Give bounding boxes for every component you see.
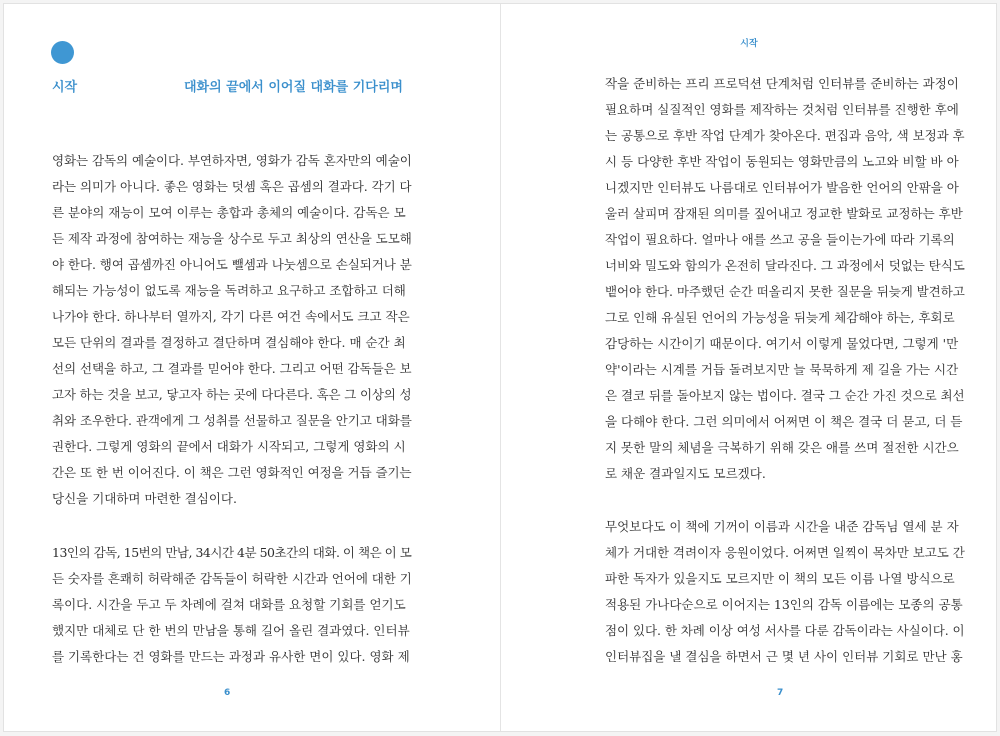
text-line: 든 제작 과정에 참여하는 재능을 상수로 두고 최상의 연산을 도모해 [52,231,412,246]
text-line: 파한 독자가 있을지도 모르지만 이 책의 모든 이름 나열 방식으로 [605,571,955,586]
running-head: 시작 [740,39,758,49]
chapter-label: 시작 [52,80,78,95]
text-line: 그로 인해 유실된 언어의 가능성을 뒤늦게 체감해야 하는, 후회로 [605,310,955,325]
text-line: 뱉어야 한다. 마주했던 순간 떠올리지 못한 질문을 뒤늦게 발견하고 [605,284,965,299]
chapter-dot-icon [51,41,74,64]
text-line: 고자 하는 것을 보고, 닿고자 하는 곳에 다다른다. 혹은 그 이상의 성 [52,387,412,402]
text-line: 작을 준비하는 프리 프로덕션 단계처럼 인터뷰를 준비하는 과정이 [605,76,959,91]
right-page [501,4,997,731]
text-line: 을 다해야 한다. 그런 의미에서 어쩌면 이 책은 결국 더 묻고, 더 듣 [605,414,963,429]
book-spread [3,3,997,732]
text-line: 권한다. 그렇게 영화의 끝에서 대화가 시작되고, 그렇게 영화의 시 [52,439,406,454]
paragraph [605,514,965,670]
text-line: 야 한다. 행여 곱셈까진 아니어도 뺄셈과 나눗셈으로 손실되거나 분 [52,257,412,272]
text-line: 모든 단위의 결과를 결정하고 결단하며 결심해야 한다. 매 순간 최 [52,335,406,350]
paragraph [605,71,965,487]
chapter-title: 대화의 끝에서 이어질 대화를 기다리며 [183,80,403,95]
text-line: 라는 의미가 아니다. 좋은 영화는 덧셈 혹은 곱셈의 결과다. 각기 다 [52,179,412,194]
text-line: 니겠지만 인터뷰도 나름대로 인터뷰어가 발음한 언어의 안팎을 아 [605,180,959,195]
text-line: 나가야 한다. 하나부터 열까지, 각기 다른 여건 속에서도 크고 작은 [52,309,410,324]
text-line: 점이 있다. 한 차례 이상 여성 서사를 다룬 감독이라는 사실이다. 이 [605,623,965,638]
text-line: 작업이 필요하다. 얼마나 애를 쓰고 공을 들이는가에 따라 기록의 [605,232,955,247]
text-line: 해되는 가능성이 없도록 재능을 독려하고 요구하고 조합하고 더해 [52,283,406,298]
text-line: 로 채운 결과일지도 모르겠다. [605,466,766,481]
text-line: 록이다. 시간을 두고 두 차례에 걸쳐 대화를 요청할 기회를 얻기도 [52,597,406,612]
text-line: 영화는 감독의 예술이다. 부연하자면, 영화가 감독 혼자만의 예술이 [52,153,412,168]
text-line: 은 결코 뒤를 돌아보지 않는 법이다. 결국 그 순간 가진 것으로 최선 [605,388,965,403]
text-line: 지 못한 말의 체념을 극복하기 위해 갖은 애를 쓰며 절전한 시간으 [605,440,959,455]
text-line: 적용된 가나다순으로 이어지는 13인의 감독 이름에는 모종의 공통 [605,597,963,612]
text-line: 인터뷰집을 낼 결심을 하면서 근 몇 년 사이 인터뷰 기회로 만난 홍 [605,649,963,664]
paragraph [52,148,412,512]
text-line: 약'이라는 시계를 거듭 돌려보지만 늘 묵묵하게 제 길을 가는 시간 [605,362,959,377]
paragraph [52,540,412,670]
text-line: 당신을 기대하며 마련한 결심이다. [52,491,237,506]
text-line: 체가 거대한 격려이자 응원이었다. 어쩌면 일찍이 목차만 보고도 간 [605,545,965,560]
text-line: 필요하며 실질적인 영화를 제작하는 것처럼 인터뷰를 진행한 후에 [605,102,959,117]
text-line: 간은 또 한 번 이어진다. 이 책은 그런 영화적인 여정을 거듭 즐기는 [52,465,412,480]
text-line: 든 숫자를 흔쾌히 허락해준 감독들이 허락한 시간과 언어에 대한 기 [52,571,412,586]
page-number: 6 [224,688,231,698]
text-line: 감당하는 시간이기 때문이다. 여기서 이렇게 물었다면, 그렇게 '만 [605,336,959,351]
text-line: 취와 조우한다. 관객에게 그 성취를 선물하고 질문을 안기고 대화를 [52,413,412,428]
text-line: 했지만 대체로 단 한 번의 만남을 통해 길어 올린 결과였다. 인터뷰 [52,623,410,638]
left-page [4,4,501,731]
text-line: 너비와 밀도와 함의가 온전히 달라진다. 그 과정에서 덧없는 탄식도 [605,258,965,273]
text-line: 는 공통으로 후반 작업 단계가 찾아온다. 편집과 음악, 색 보정과 후 [605,128,965,143]
text-line: 른 분야의 재능이 모여 이루는 총합과 총체의 예술이다. 감독은 모 [52,205,406,220]
text-line: 울러 살피며 잠재된 의미를 짚어내고 정교한 발화로 교정하는 후반 [605,206,963,221]
text-line: 선의 선택을 하고, 그 결과를 믿어야 한다. 그리고 어떤 감독들은 보 [52,361,412,376]
text-line: 13인의 감독, 15번의 만남, 34시간 4분 50초간의 대화. 이 책은 이 모 [52,545,412,560]
text-line: 를 기록한다는 건 영화를 만드는 과정과 유사한 면이 있다. 영화 제 [52,649,410,664]
text-line: 무엇보다도 이 책에 기꺼이 이름과 시간을 내준 감독님 열세 분 자 [605,519,959,534]
page-number: 7 [777,688,784,698]
text-line: 시 등 다양한 후반 작업이 동원되는 영화만큼의 노고와 비할 바 아 [605,154,959,169]
